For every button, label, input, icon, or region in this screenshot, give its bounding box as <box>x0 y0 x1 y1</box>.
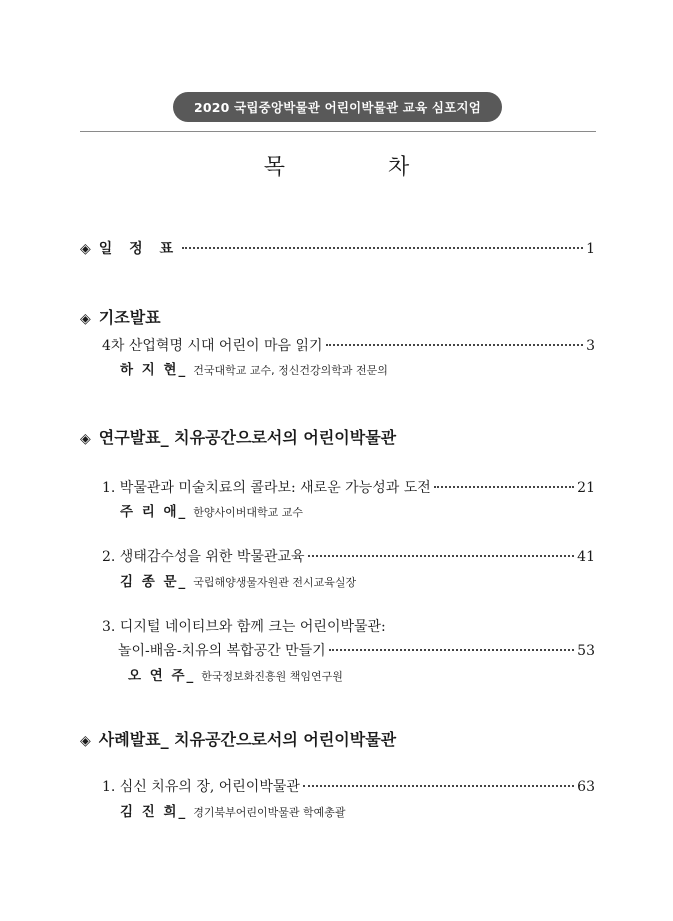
toc-entry[interactable] <box>102 335 595 355</box>
section-title: 기조발표 <box>98 308 161 327</box>
toc-entry-title: 1. 박물관과 미술치료의 콜라보: 새로운 가능성과 도전 <box>102 480 431 496</box>
section-heading-research <box>80 425 396 448</box>
diamond-bullet-icon: ◈ <box>80 733 91 749</box>
dot-leader <box>303 785 574 787</box>
section-heading-keynote <box>80 305 161 328</box>
author-name: 하 지 현_ <box>120 362 188 378</box>
author-name: 김 종 문_ <box>120 574 188 590</box>
toc-entry[interactable] <box>102 477 595 497</box>
author-line <box>120 570 356 590</box>
toc-entry[interactable] <box>102 776 595 796</box>
author-affiliation: 한국정보화진흥원 책임연구원 <box>201 670 343 683</box>
toc-entry-title: 2. 생태감수성을 위한 박물관교육 <box>102 549 305 565</box>
dot-leader <box>308 555 575 557</box>
author-affiliation: 국립해양생물자원관 전시교육실장 <box>193 576 357 589</box>
author-name: 주 리 애_ <box>120 504 188 520</box>
author-affiliation: 경기북부어린이박물관 학예총괄 <box>193 806 346 819</box>
toc-page-number: 41 <box>577 549 595 565</box>
toc-page-number: 21 <box>577 480 595 496</box>
author-line <box>120 500 303 520</box>
toc-entry-title: 3. 디지털 네이티브와 함께 크는 어린이박물관: <box>102 619 386 635</box>
toc-page-number: 1 <box>586 241 595 257</box>
diamond-bullet-icon: ◈ <box>80 431 91 447</box>
toc-entry-subtitle: 놀이-배움-치유의 복합공간 만들기 <box>118 643 326 659</box>
section-title: 연구발표_ 치유공간으로서의 어린이박물관 <box>98 428 397 447</box>
dot-leader <box>182 247 583 249</box>
toc-entry-title: 일 정 표 <box>98 241 180 257</box>
toc-entry[interactable] <box>102 546 595 566</box>
toc-entry-schedule[interactable] <box>80 238 595 258</box>
section-title: 사례발표_ 치유공간으로서의 어린이박물관 <box>98 730 397 749</box>
author-line <box>128 664 343 684</box>
toc-page-number: 63 <box>577 779 595 795</box>
dot-leader <box>326 344 584 346</box>
author-name: 김 진 희_ <box>120 804 188 820</box>
section-heading-case <box>80 727 396 750</box>
diamond-bullet-icon: ◈ <box>80 311 91 327</box>
diamond-bullet-icon: ◈ <box>80 241 91 257</box>
toc-entry-title: 4차 산업혁명 시대 어린이 마음 읽기 <box>102 338 323 354</box>
toc-entry[interactable] <box>118 640 595 660</box>
dot-leader <box>434 486 574 488</box>
author-line <box>120 800 346 820</box>
page-title: 목 차 <box>263 155 458 180</box>
author-affiliation: 건국대학교 교수, 정신건강의학과 전문의 <box>193 364 388 377</box>
header-divider <box>80 131 596 132</box>
toc-page-number: 53 <box>577 643 595 659</box>
symposium-banner: 2020 국립중앙박물관 어린이박물관 교육 심포지엄 <box>173 92 502 122</box>
author-affiliation: 한양사이버대학교 교수 <box>193 506 304 519</box>
toc-page-number: 3 <box>586 338 595 354</box>
toc-entry-title-line[interactable] <box>102 616 386 636</box>
toc-entry-title: 1. 심신 치유의 장, 어린이박물관 <box>102 779 300 795</box>
author-name: 오 연 주_ <box>128 668 196 684</box>
author-line <box>120 358 388 378</box>
dot-leader <box>329 649 574 651</box>
